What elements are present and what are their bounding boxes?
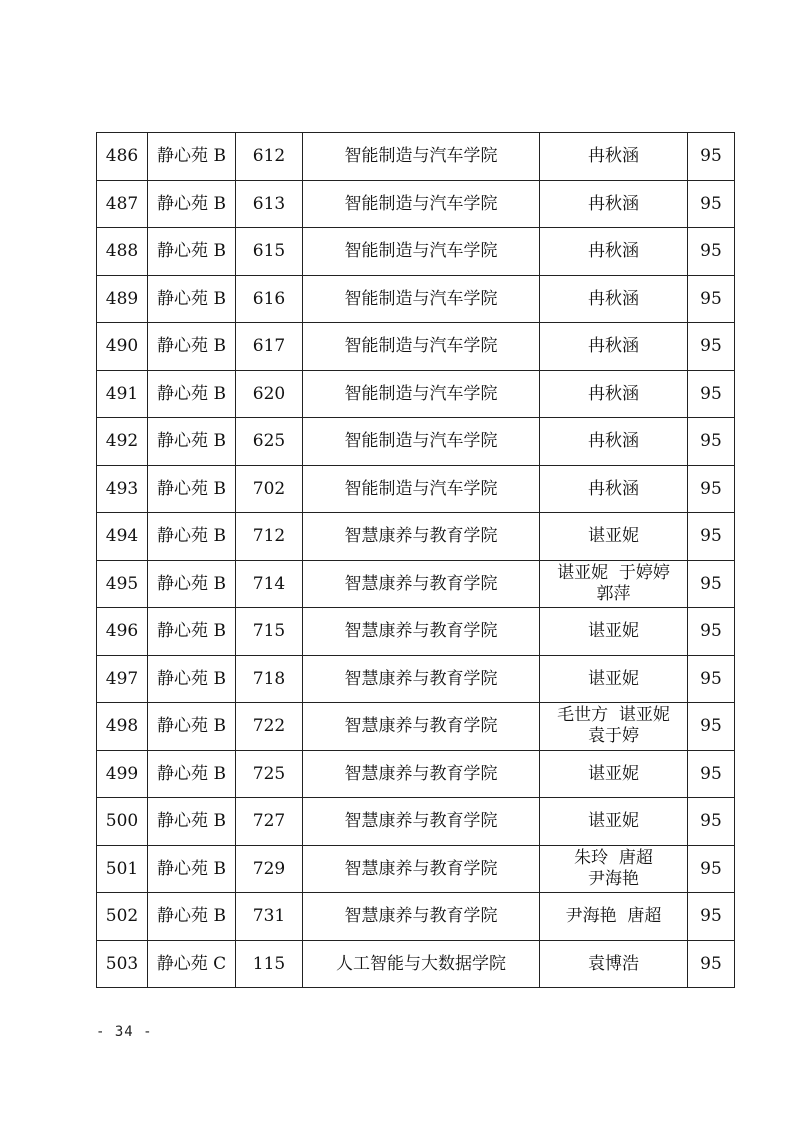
- staff-name-line: 朱玲 唐超: [574, 847, 653, 868]
- staff-name-line: 冉秋涵: [588, 193, 639, 214]
- table-row: [97, 133, 735, 181]
- cell-room: 617: [236, 323, 303, 371]
- cell-college: 智慧康养与教育学院: [303, 703, 540, 751]
- cell-building: 静心苑 B: [148, 133, 236, 181]
- cell-staff: [540, 750, 688, 798]
- cell-college: 人工智能与大数据学院: [303, 940, 540, 988]
- cell-number: 498: [97, 703, 148, 751]
- cell-college: 智慧康养与教育学院: [303, 655, 540, 703]
- cell-staff: [540, 418, 688, 466]
- cell-score: 95: [688, 370, 735, 418]
- cell-staff: [540, 465, 688, 513]
- cell-college: 智能制造与汽车学院: [303, 228, 540, 276]
- cell-building: 静心苑 B: [148, 750, 236, 798]
- cell-college: 智能制造与汽车学院: [303, 418, 540, 466]
- cell-room: 718: [236, 655, 303, 703]
- cell-staff: [540, 940, 688, 988]
- table-row: [97, 370, 735, 418]
- dormitory-score-table: [96, 132, 735, 988]
- cell-score: 95: [688, 940, 735, 988]
- table-row: [97, 513, 735, 561]
- table-row: [97, 560, 735, 608]
- staff-name-line: 毛世方 谌亚妮: [557, 705, 670, 726]
- cell-staff: [540, 370, 688, 418]
- cell-number: 488: [97, 228, 148, 276]
- cell-college: 智慧康养与教育学院: [303, 608, 540, 656]
- cell-score: 95: [688, 608, 735, 656]
- cell-room: 625: [236, 418, 303, 466]
- cell-room: 722: [236, 703, 303, 751]
- table-row: [97, 655, 735, 703]
- staff-name-line: 尹海艳 唐超: [565, 906, 662, 927]
- table-row: [97, 228, 735, 276]
- staff-name-line: 冉秋涵: [588, 146, 639, 167]
- cell-score: 95: [688, 180, 735, 228]
- cell-building: 静心苑 B: [148, 608, 236, 656]
- cell-room: 725: [236, 750, 303, 798]
- cell-score: 95: [688, 703, 735, 751]
- cell-score: 95: [688, 798, 735, 846]
- cell-number: 491: [97, 370, 148, 418]
- cell-room: 731: [236, 893, 303, 941]
- cell-score: 95: [688, 275, 735, 323]
- cell-score: 95: [688, 560, 735, 608]
- cell-college: 智慧康养与教育学院: [303, 893, 540, 941]
- cell-building: 静心苑 B: [148, 703, 236, 751]
- cell-staff: [540, 323, 688, 371]
- staff-name-line: 郭萍: [596, 583, 631, 604]
- cell-building: 静心苑 B: [148, 845, 236, 893]
- cell-number: 499: [97, 750, 148, 798]
- cell-college: 智慧康养与教育学院: [303, 750, 540, 798]
- cell-staff: [540, 893, 688, 941]
- table-row: [97, 323, 735, 371]
- staff-name-line: 谌亚妮: [588, 763, 639, 784]
- cell-room: 115: [236, 940, 303, 988]
- page-number: - 34 -: [96, 1024, 153, 1040]
- cell-building: 静心苑 B: [148, 323, 236, 371]
- cell-number: 489: [97, 275, 148, 323]
- cell-score: 95: [688, 893, 735, 941]
- cell-number: 490: [97, 323, 148, 371]
- cell-college: 智能制造与汽车学院: [303, 180, 540, 228]
- cell-room: 612: [236, 133, 303, 181]
- cell-number: 494: [97, 513, 148, 561]
- cell-building: 静心苑 B: [148, 513, 236, 561]
- table-body: [97, 133, 735, 988]
- cell-staff: [540, 133, 688, 181]
- table-row: [97, 275, 735, 323]
- cell-college: 智慧康养与教育学院: [303, 845, 540, 893]
- staff-name-line: 袁于婷: [588, 726, 639, 747]
- cell-number: 492: [97, 418, 148, 466]
- cell-staff: [540, 703, 688, 751]
- cell-college: 智慧康养与教育学院: [303, 513, 540, 561]
- table-row: [97, 940, 735, 988]
- cell-room: 714: [236, 560, 303, 608]
- cell-college: 智能制造与汽车学院: [303, 133, 540, 181]
- cell-staff: [540, 180, 688, 228]
- cell-number: 486: [97, 133, 148, 181]
- cell-score: 95: [688, 133, 735, 181]
- cell-building: 静心苑 B: [148, 370, 236, 418]
- table-row: [97, 703, 735, 751]
- cell-building: 静心苑 B: [148, 655, 236, 703]
- cell-number: 487: [97, 180, 148, 228]
- staff-name-line: 冉秋涵: [588, 478, 639, 499]
- cell-score: 95: [688, 228, 735, 276]
- staff-name-line: 冉秋涵: [588, 336, 639, 357]
- staff-name-line: 谌亚妮: [588, 526, 639, 547]
- table-row: [97, 418, 735, 466]
- cell-staff: [540, 845, 688, 893]
- cell-room: 712: [236, 513, 303, 561]
- cell-number: 503: [97, 940, 148, 988]
- cell-staff: [540, 608, 688, 656]
- table-row: [97, 798, 735, 846]
- cell-staff: [540, 228, 688, 276]
- staff-name-line: 谌亚妮: [588, 621, 639, 642]
- staff-name-line: 冉秋涵: [588, 383, 639, 404]
- staff-name-line: 谌亚妮 于婷婷: [557, 562, 670, 583]
- cell-number: 500: [97, 798, 148, 846]
- cell-building: 静心苑 B: [148, 465, 236, 513]
- cell-college: 智慧康养与教育学院: [303, 798, 540, 846]
- cell-room: 715: [236, 608, 303, 656]
- staff-name-line: 谌亚妮: [588, 811, 639, 832]
- staff-name-line: 袁博浩: [588, 953, 639, 974]
- cell-room: 615: [236, 228, 303, 276]
- cell-score: 95: [688, 465, 735, 513]
- table-row: [97, 750, 735, 798]
- cell-building: 静心苑 B: [148, 560, 236, 608]
- cell-building: 静心苑 B: [148, 893, 236, 941]
- staff-name-line: 冉秋涵: [588, 431, 639, 452]
- cell-score: 95: [688, 513, 735, 561]
- table-row: [97, 845, 735, 893]
- cell-building: 静心苑 B: [148, 180, 236, 228]
- cell-score: 95: [688, 655, 735, 703]
- staff-name-line: 冉秋涵: [588, 241, 639, 262]
- cell-room: 702: [236, 465, 303, 513]
- cell-college: 智慧康养与教育学院: [303, 560, 540, 608]
- cell-college: 智能制造与汽车学院: [303, 465, 540, 513]
- cell-staff: [540, 560, 688, 608]
- cell-number: 493: [97, 465, 148, 513]
- table-row: [97, 465, 735, 513]
- table-row: [97, 180, 735, 228]
- cell-building: 静心苑 B: [148, 228, 236, 276]
- staff-name-line: 尹海艳: [588, 868, 639, 889]
- cell-building: 静心苑 B: [148, 275, 236, 323]
- cell-college: 智能制造与汽车学院: [303, 275, 540, 323]
- cell-number: 495: [97, 560, 148, 608]
- cell-college: 智能制造与汽车学院: [303, 370, 540, 418]
- cell-staff: [540, 275, 688, 323]
- cell-number: 496: [97, 608, 148, 656]
- cell-number: 502: [97, 893, 148, 941]
- cell-score: 95: [688, 418, 735, 466]
- cell-room: 727: [236, 798, 303, 846]
- cell-building: 静心苑 C: [148, 940, 236, 988]
- cell-staff: [540, 798, 688, 846]
- cell-building: 静心苑 B: [148, 798, 236, 846]
- staff-name-line: 谌亚妮: [588, 668, 639, 689]
- cell-college: 智能制造与汽车学院: [303, 323, 540, 371]
- staff-name-line: 冉秋涵: [588, 288, 639, 309]
- cell-room: 729: [236, 845, 303, 893]
- cell-number: 497: [97, 655, 148, 703]
- cell-score: 95: [688, 323, 735, 371]
- cell-score: 95: [688, 750, 735, 798]
- cell-building: 静心苑 B: [148, 418, 236, 466]
- cell-number: 501: [97, 845, 148, 893]
- cell-score: 95: [688, 845, 735, 893]
- table-row: [97, 893, 735, 941]
- cell-room: 620: [236, 370, 303, 418]
- cell-staff: [540, 513, 688, 561]
- cell-room: 616: [236, 275, 303, 323]
- cell-staff: [540, 655, 688, 703]
- table-row: [97, 608, 735, 656]
- cell-room: 613: [236, 180, 303, 228]
